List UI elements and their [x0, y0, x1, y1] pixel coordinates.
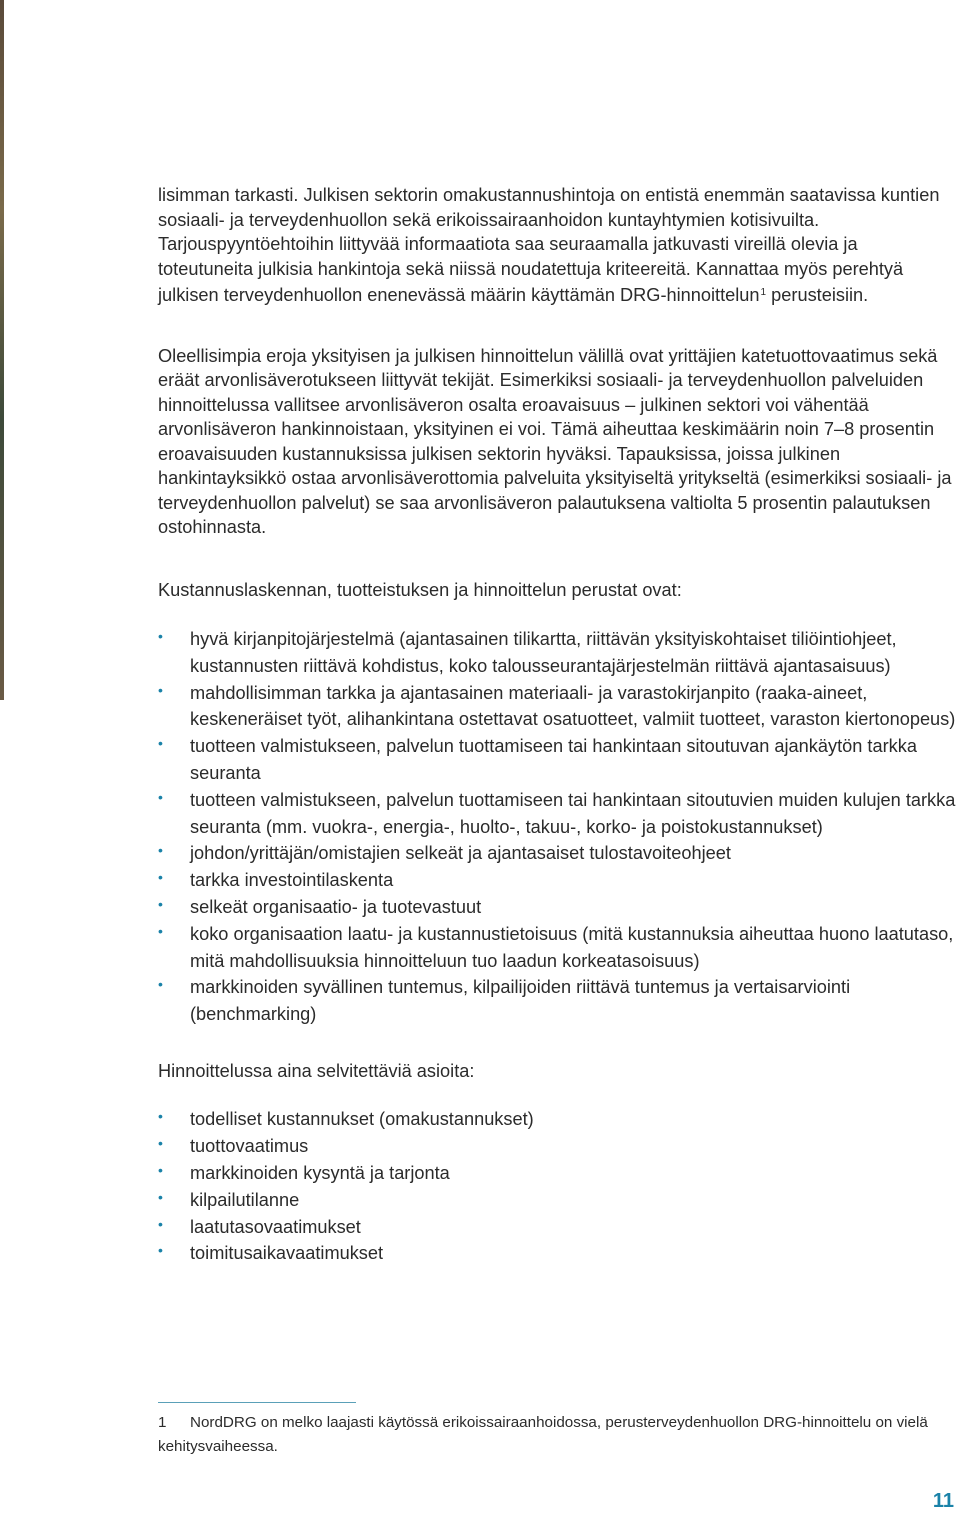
list-item-text: johdon/yrittäjän/omistajien selkeät ja ajantasaiset tulostavoiteohjeet	[190, 843, 731, 864]
list-heading-foundations: Kustannuslaskennan, tuotteistuksen ja hinnoittelun perustat ovat:	[158, 579, 682, 600]
list-item	[158, 626, 956, 680]
bullet-icon: •	[158, 681, 163, 698]
pricing-list	[158, 1106, 956, 1267]
bullet-icon: •	[158, 1188, 163, 1205]
list-item-text: markkinoiden syvällinen tuntemus, kilpailijoiden riittävä tuntemus ja vertaisarviointi (benchmarking)	[190, 977, 851, 1025]
list-item	[158, 1187, 956, 1214]
paragraph-1-text: lisimman tarkasti. Julkisen sektorin omakustannushintoja on entistä enemmän saatavissa kuntien sosiaali- ja terveydenhuollon sekä erikoissairaanhoidon kuntayhtymien kotisivuilta. Tarjouspyyntöehtoihin liittyvää informaatiota saa seuraamalla jatkuvasti vireillä olevia ja toteutuneita julkisia hankintoja sekä niissä noudatettuja kriteereitä. Kannattaa myös perehtyä julkisen terveydenhuollon enenevässä määrin käyttämän DRG-hinnoittelun	[158, 185, 940, 305]
list-item	[158, 921, 956, 975]
list-item	[158, 680, 956, 734]
footnote-divider	[158, 1402, 356, 1403]
list-item-text: mahdollisimman tarkka ja ajantasainen materiaali- ja varastokirjanpito (raaka-aineet, keskeneräiset työt, alihankintana ostettavat osatuotteet, valmiit tuotteet, varaston kiertonopeus)	[190, 682, 956, 730]
bullet-icon: •	[158, 628, 163, 644]
list-item-text: selkeät organisaatio- ja tuotevastuut	[190, 896, 482, 917]
list-item-text: hyvä kirjanpitojärjestelmä (ajantasainen tilikartta, riittävän yksityiskohtaiset tiliöintiohjeet, kustannusten riittävä kohdistus, koko talousseurantajärjestelmän riittävä ajantasaisuus)	[190, 629, 897, 676]
list-item-text: koko organisaation laatu- ja kustannustietoisuus (mitä kustannuksia aiheuttaa huono laatutaso, mitä mahdollisuuksia hinnoitteluun tuo laadun korkeatasoisuus)	[190, 923, 954, 971]
foundations-list	[158, 626, 956, 1028]
bullet-icon: •	[158, 788, 163, 805]
list-item-text: laatutasovaatimukset	[190, 1216, 361, 1237]
list-item	[158, 840, 956, 867]
bullet-icon: •	[158, 1135, 163, 1152]
list-item-text: kilpailutilanne	[190, 1189, 300, 1210]
list-item	[158, 1214, 956, 1241]
list-item-text: tuotteen valmistukseen, palvelun tuottamiseen tai hankintaan sitoutuvan ajankäytön tarkka seuranta	[190, 736, 917, 783]
list-item-text: toimitusaikavaatimukset	[190, 1243, 384, 1264]
paragraph-1-end: perusteisiin.	[766, 285, 869, 305]
footnote	[158, 1411, 958, 1459]
footnote-text: NordDRG on melko laajasti käytössä erikoissairaanhoidossa, perusterveydenhuollon DRG-hinnoittelu on vielä kehitysvaiheessa.	[158, 1414, 928, 1455]
bullet-icon: •	[158, 842, 163, 859]
list-item	[158, 1106, 956, 1133]
footnote-number: 1	[158, 1414, 167, 1431]
list-heading-pricing: Hinnoittelussa aina selvitettäviä asioita:	[158, 1060, 475, 1081]
bullet-icon: •	[158, 1162, 163, 1179]
bullet-icon: •	[158, 922, 163, 939]
list-item	[158, 867, 956, 894]
list-item	[158, 1160, 956, 1187]
page-body	[158, 183, 956, 1267]
list-item	[158, 733, 956, 787]
paragraph-2: Oleellisimpia eroja yksityisen ja julkisen hinnoittelun välillä ovat yrittäjien katetuottovaatimus sekä eräät arvonlisäverotukseen liittyvät tekijät. Esimerkiksi sosiaali- ja terveydenhuollon palveluiden hinnoittelussa vallitsee arvonlisäveron osalta eroavaisuus – julkinen sektori voi vähentää arvonlisäveron hankinnoistaan, yksityinen ei voi. Tämä aiheuttaa keskimäärin noin 7–8 prosentin eroavaisuuden kustannuksissa julkisen sektorin hyväksi. Tapauksissa, joissa julkinen hankintayksikkö ostaa arvonlisäverottomia palveluita yksityiseltä yritykseltä (esimerkiksi sosiaali- ja terveydenhuollon palvelut) se saa arvonlisäveron palautuksena valtiolta 5 prosentin palautuksen ostohinnasta.	[158, 345, 952, 537]
bullet-icon: •	[158, 976, 163, 993]
list-item	[158, 894, 956, 921]
bullet-icon: •	[158, 1242, 163, 1259]
bullet-icon: •	[158, 869, 163, 886]
page-number: 11	[932, 1490, 954, 1512]
list-item	[158, 1133, 956, 1160]
list-item-text: tuottovaatimus	[190, 1136, 309, 1157]
bullet-icon: •	[158, 1215, 163, 1232]
bullet-icon: •	[158, 895, 163, 912]
bullet-icon: •	[158, 1108, 163, 1125]
list-item	[158, 974, 956, 1028]
list-item-text: markkinoiden kysyntä ja tarjonta	[190, 1163, 450, 1184]
list-item-text: tarkka investointilaskenta	[190, 870, 394, 891]
list-item	[158, 787, 956, 841]
list-item-text: todelliset kustannukset (omakustannukset)	[190, 1109, 534, 1130]
footnote-reference[interactable]: 1	[760, 287, 767, 298]
page-edge-image-strip	[0, 0, 4, 700]
paragraph-1	[158, 183, 956, 308]
bullet-icon: •	[158, 735, 163, 752]
list-item-text: tuotteen valmistukseen, palvelun tuottamiseen tai hankintaan sitoutuvien muiden kulujen tarkka seuranta (mm. vuokra-, energia-, huolto-, takuu-, korko- ja poistokustannukset)	[190, 789, 956, 837]
list-item	[158, 1240, 956, 1267]
